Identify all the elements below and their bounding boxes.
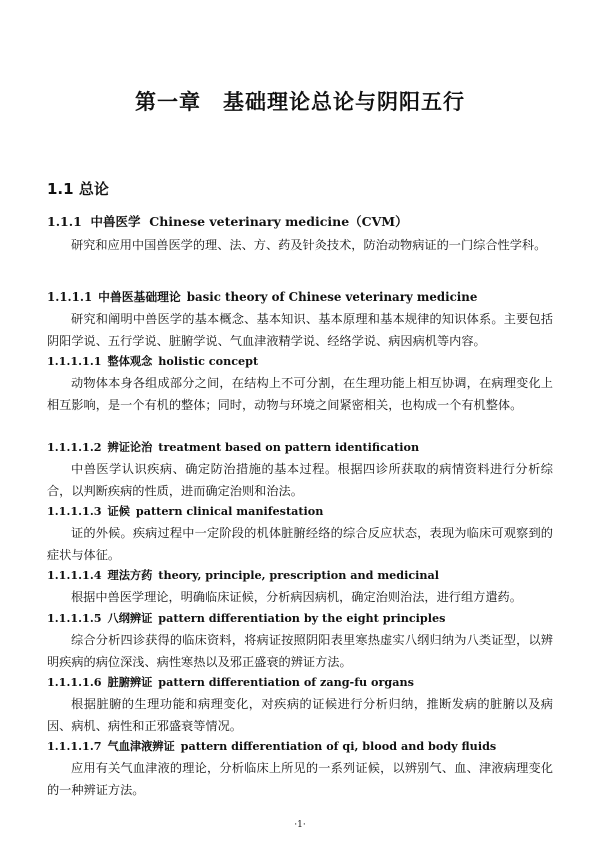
entry-title-en: theory, principle, prescription and medicinal: [158, 568, 440, 582]
entry-heading: [47, 567, 439, 583]
entry-definition: 证的外候。疾病过程中一定阶段的机体脏腑经络的综合反应状态，表现为临床可观察到的症状与体征。: [47, 526, 553, 562]
entry-title-en: pattern clinical manifestation: [135, 504, 324, 518]
section-heading: [47, 178, 109, 199]
entry-number: 1.1.1.1.3: [47, 504, 102, 518]
entry-title-en: holistic concept: [158, 354, 259, 368]
entry-title-cn: 证候: [107, 505, 130, 518]
chapter-title: 第一章 基础理论总论与阴阳五行: [135, 90, 465, 114]
entry-heading: [47, 288, 477, 305]
entry-definition: 动物体本身各组成部分之间，在结构上不可分割，在生理功能上相互协调，在病理变化上相互影响，是一个有机的整体；同时，动物与环境之间紧密相关，也构成一个有机整体。: [47, 376, 553, 412]
subsection-title-en: Chinese veterinary medicine（CVM）: [149, 214, 408, 229]
entry-heading: [47, 610, 445, 626]
entry-title-cn: 气血津液辨证: [107, 740, 175, 753]
entry-number: 1.1.1.1.6: [47, 675, 102, 689]
entry-title-cn: 理法方药: [107, 569, 153, 582]
entry-definition: 应用有关气血津液的理论，分析临床上所见的一系列证候，以辨别气、血、津液病理变化的一种辨证方法。: [47, 761, 553, 797]
entry-heading: [47, 674, 414, 690]
entry-definition: 根据脏腑的生理功能和病理变化，对疾病的证候进行分析归纳，推断发病的脏腑以及病因、病机、病性和正邪盛衰等情况。: [47, 697, 553, 733]
entry-title-en: pattern differentiation by the eight principles: [158, 611, 446, 625]
entry-heading: [47, 353, 258, 369]
entry-title-cn: 脏腑辨证: [107, 676, 153, 689]
entry-title-cn: 八纲辨证: [107, 612, 153, 625]
entry-title-cn: 中兽医基础理论: [98, 290, 181, 304]
entry-number: 1.1.1.1: [47, 290, 93, 304]
entry-definition: 中兽医学认识疾病、确定防治措施的基本过程。根据四诊所获取的病情资料进行分析综合，以判断疾病的性质，进而确定治则和治法。: [47, 462, 553, 498]
page-number: ·1·: [294, 820, 306, 830]
entry-definition: 综合分析四诊获得的临床资料，将病证按照阴阳表里寒热虚实八纲归纳为八类证型，以辨明疾病的病位深浅、病性寒热以及邪正盛衰的辨证方法。: [47, 633, 553, 669]
entry-title-en: pattern differentiation of qi, blood and body fluids: [180, 739, 497, 753]
entry-definition: 研究和阐明中兽医学的基本概念、基本知识、基本原理和基本规律的知识体系。主要包括阴阳学说、五行学说、脏腑学说、气血津液精学说、经络学说、病因病机等内容。: [47, 312, 553, 348]
entry-number: 1.1.1.1.4: [47, 568, 102, 582]
subsection-definition: 研究和应用中国兽医学的理、法、方、药及针灸技术，防治动物病证的一门综合性学科。: [71, 238, 547, 252]
entry-number: 1.1.1.1.5: [47, 611, 102, 625]
entry-title-en: pattern differentiation of zang-fu organs: [158, 675, 414, 689]
entry-number: 1.1.1.1.1: [47, 354, 102, 368]
subsection-title-cn: 中兽医学: [90, 214, 141, 229]
entry-number: 1.1.1.1.7: [47, 739, 102, 753]
entry-title-cn: 整体观念: [107, 355, 153, 368]
entry-title-en: basic theory of Chinese veterinary medicine: [186, 290, 478, 304]
entry-number: 1.1.1.1.2: [47, 440, 102, 454]
entry-heading: [47, 738, 496, 754]
entry-heading: [47, 439, 419, 455]
entry-heading: [47, 503, 323, 519]
subsection-number: 1.1.1: [47, 214, 82, 229]
entry-definition: 根据中兽医学理论，明确临床证候，分析病因病机，确定治则治法，进行组方遣药。: [71, 590, 522, 604]
entry-title-en: treatment based on pattern identification: [158, 440, 420, 454]
section-number: 1.1: [47, 180, 74, 198]
entry-title-cn: 辨证论治: [107, 441, 153, 454]
subsection-heading: [47, 212, 408, 230]
section-title-text: 总论: [78, 180, 109, 198]
